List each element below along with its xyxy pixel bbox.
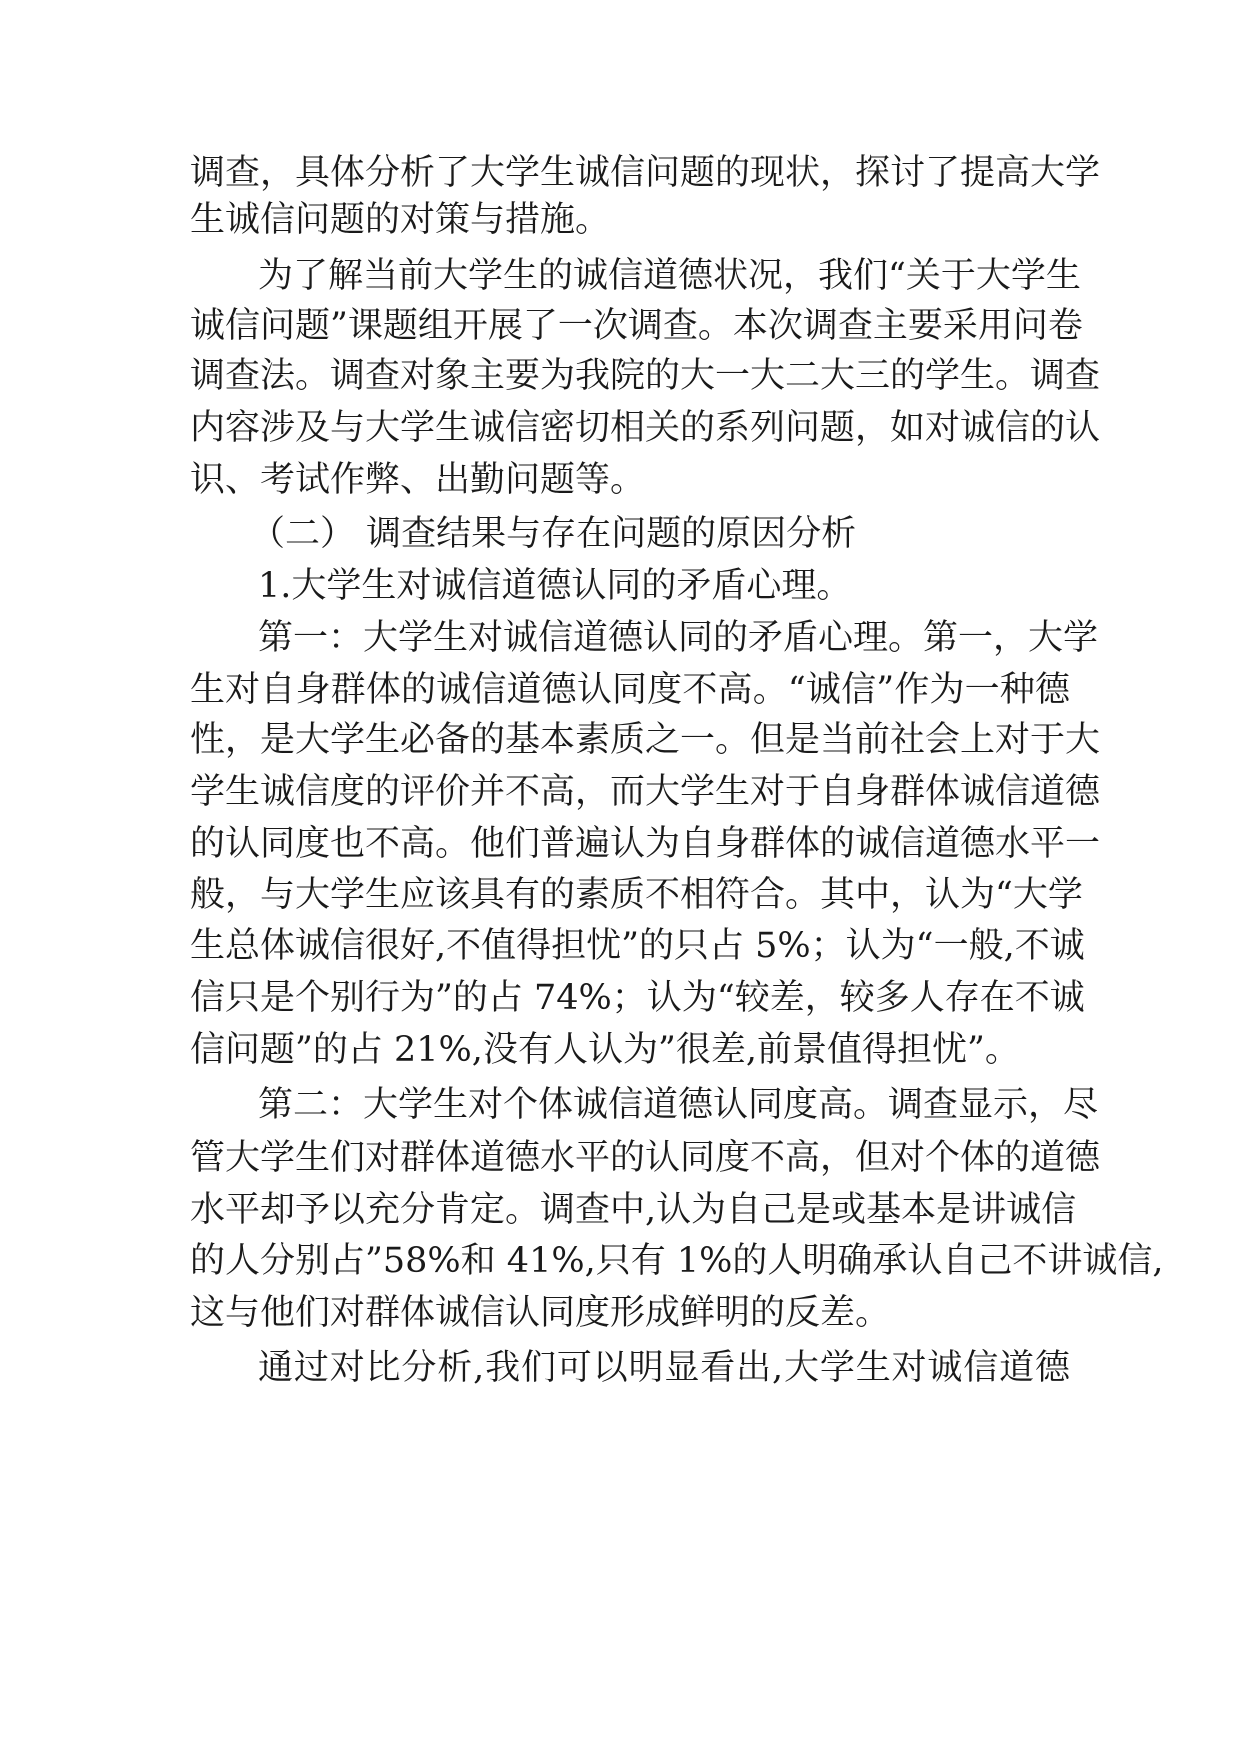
body-text-line: 般，与大学生应该具有的素质不相符合。其中，认为“大学: [190, 875, 1083, 915]
body-text-line: 诚信问题”课题组开展了一次调查。本次调查主要采用问卷: [190, 306, 1083, 346]
paragraph-first-line: 第一：大学生对诚信道德认同的矛盾心理。第一，大学: [258, 618, 1099, 658]
body-text-line: 水平却予以充分肯定。调查中,认为自己是或基本是讲诚信: [190, 1190, 1077, 1230]
body-text-line: 识、考试作弊、出勤问题等。: [190, 460, 646, 500]
body-text-line: 调查法。调查对象主要为我院的大一大二大三的学生。调查: [190, 356, 1101, 396]
subsection-heading: 1.大学生对诚信道德认同的矛盾心理。: [258, 566, 852, 606]
paragraph-first-line: 第二：大学生对个体诚信道德认同度高。调查显示，尽: [258, 1085, 1099, 1125]
paragraph-first-line: 为了解当前大学生的诚信道德状况，我们“关于大学生: [258, 256, 1081, 296]
body-text-line: 管大学生们对群体道德水平的认同度不高，但对个体的道德: [190, 1138, 1101, 1178]
paragraph-first-line: 通过对比分析,我们可以明显看出,大学生对诚信道德: [258, 1348, 1070, 1388]
body-text-line: 生对自身群体的诚信道德认同度不高。“诚信”作为一种德: [190, 670, 1070, 710]
body-text-line: 生总体诚信很好,不值得担忧”的只占 5%；认为“一般,不诚: [190, 926, 1085, 966]
section-heading: （二） 调查结果与存在问题的原因分析: [250, 514, 857, 554]
body-text-line: 性，是大学生必备的基本素质之一。但是当前社会上对于大: [190, 720, 1101, 760]
body-text-line: 生诚信问题的对策与措施。: [190, 200, 611, 240]
body-text-line: 调查，具体分析了大学生诚信问题的现状，探讨了提高大学: [190, 153, 1101, 193]
body-text-line: 信只是个别行为”的占 74%；认为“较差，较多人存在不诚: [190, 978, 1085, 1018]
body-text-line: 信问题”的占 21%,没有人认为”很差,前景值得担忧”。: [190, 1030, 1020, 1070]
body-text-line: 这与他们对群体诚信认同度形成鲜明的反差。: [190, 1293, 891, 1333]
body-text-line: 的人分别占”58%和 41%,只有 1%的人明确承认自己不讲诚信,: [190, 1241, 1164, 1281]
body-text-line: 学生诚信度的评价并不高，而大学生对于自身群体诚信道德: [190, 772, 1101, 812]
body-text-line: 内容涉及与大学生诚信密切相关的系列问题，如对诚信的认: [190, 408, 1101, 448]
body-text-line: 的认同度也不高。他们普遍认为自身群体的诚信道德水平一: [190, 824, 1101, 864]
